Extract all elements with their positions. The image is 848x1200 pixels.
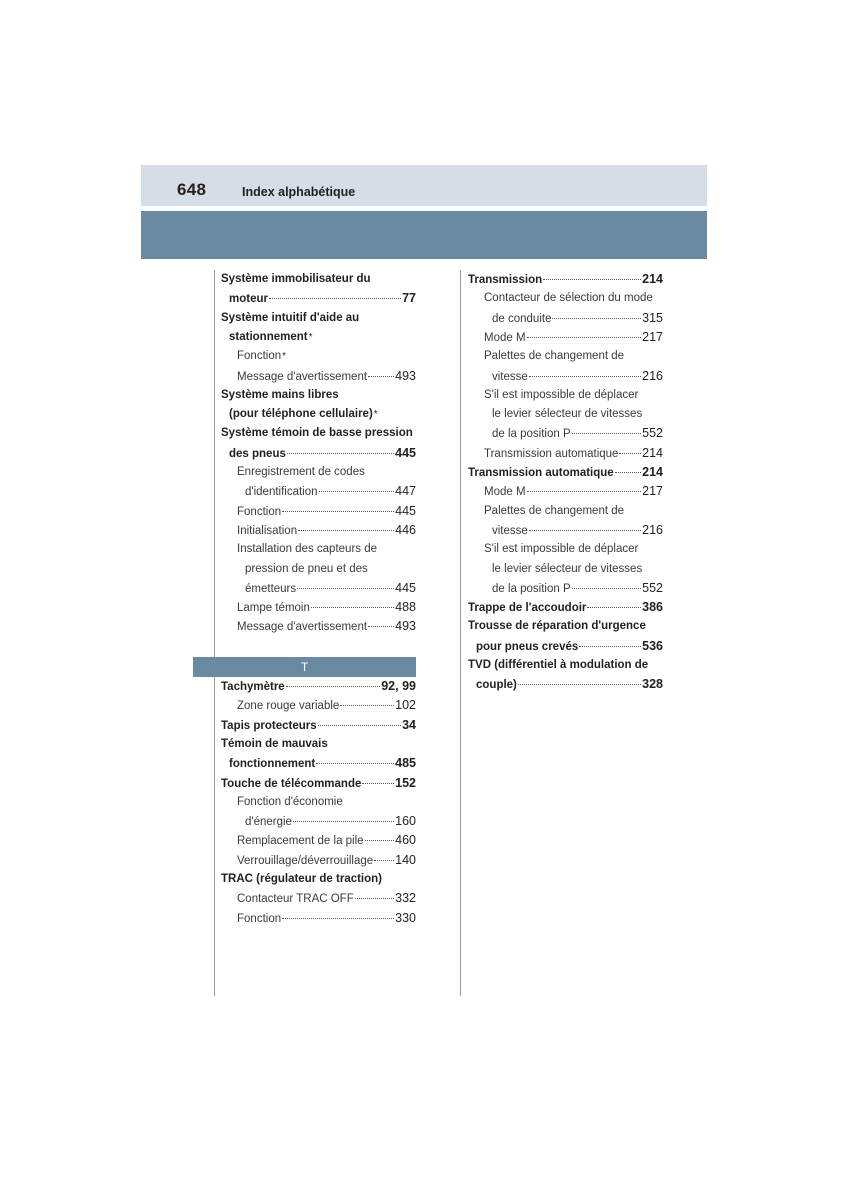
index-entry-page: 485 bbox=[395, 756, 416, 771]
index-entry-page: 77 bbox=[402, 291, 416, 306]
index-entry-text: Système mains libres bbox=[221, 388, 339, 401]
index-entry bbox=[237, 617, 416, 636]
index-entry-page: 315 bbox=[642, 310, 663, 325]
index-entry-text: d'énergie bbox=[245, 816, 292, 829]
index-entry-text: Mode M bbox=[484, 331, 526, 344]
index-entry bbox=[237, 909, 416, 928]
index-entry-text: Fonction bbox=[237, 912, 282, 925]
index-entry bbox=[221, 424, 413, 443]
index-entry-text: Système immobilisateur du bbox=[221, 273, 371, 285]
index-entry-page: 493 bbox=[395, 619, 416, 634]
index-entry bbox=[492, 367, 663, 386]
index-entry-page: 386 bbox=[642, 600, 663, 615]
dot-leader bbox=[374, 860, 394, 861]
index-entry bbox=[221, 774, 416, 793]
dot-leader bbox=[282, 511, 394, 512]
index-entry bbox=[468, 598, 663, 617]
index-entry-text: (pour téléphone cellulaire) bbox=[229, 408, 373, 421]
index-entry: stationnement * bbox=[229, 328, 313, 347]
index-entry bbox=[221, 870, 382, 889]
index-entry-page: 216 bbox=[642, 368, 663, 383]
index-entry-text: Verrouillage/déverrouillage bbox=[237, 854, 374, 867]
letter-section-header: T bbox=[193, 657, 416, 677]
index-entry bbox=[484, 386, 638, 405]
index-entry-page: 445 bbox=[395, 503, 416, 518]
index-entry-text: Remplacement de la pile bbox=[237, 835, 364, 848]
index-entry bbox=[237, 793, 343, 812]
index-entry bbox=[221, 386, 339, 405]
right-column-rule bbox=[460, 270, 461, 996]
index-entry-page: 332 bbox=[395, 891, 416, 906]
index-entry-text: TVD (différentiel à modulation de bbox=[468, 659, 649, 671]
index-entry-page: 34 bbox=[402, 717, 416, 732]
index-entry-text: Zone rouge variable bbox=[237, 700, 340, 713]
dot-leader bbox=[368, 626, 394, 627]
index-entry-text: pression de pneu et des bbox=[245, 562, 368, 575]
index-entry-text: S'il est impossible de déplacer bbox=[484, 388, 639, 401]
index-entry-page: 488 bbox=[395, 600, 416, 615]
index-entry-text: Message d'avertissement bbox=[237, 621, 368, 634]
index-entry bbox=[468, 463, 663, 482]
index-entry-page: 214 bbox=[642, 445, 663, 460]
dot-leader bbox=[311, 607, 394, 608]
index-entry-text: Fonction bbox=[237, 505, 282, 518]
index-entry-page: 446 bbox=[395, 522, 416, 537]
index-entry-page: 152 bbox=[395, 775, 416, 790]
dot-leader bbox=[552, 318, 641, 319]
index-entry bbox=[245, 482, 416, 501]
index-entry bbox=[229, 444, 416, 463]
index-entry-text: de conduite bbox=[492, 312, 552, 325]
dot-leader bbox=[318, 725, 401, 726]
dot-leader bbox=[282, 918, 394, 919]
dot-leader bbox=[543, 279, 641, 280]
index-entry bbox=[492, 424, 663, 443]
index-entry-text: Fonction d'économie bbox=[237, 795, 343, 808]
index-entry-page: 92, 99 bbox=[381, 679, 416, 693]
dot-leader bbox=[316, 763, 394, 764]
dot-leader bbox=[587, 607, 641, 608]
index-entry-page: 447 bbox=[395, 484, 416, 499]
index-entry-text: Contacteur TRAC OFF bbox=[237, 893, 354, 906]
index-entry-page: 216 bbox=[642, 522, 663, 537]
index-entry-text: S'il est impossible de déplacer bbox=[484, 543, 639, 556]
index-entry-text: Mode M bbox=[484, 486, 526, 499]
index-entry bbox=[237, 831, 416, 850]
index-entry-text: Tapis protecteurs bbox=[221, 719, 317, 732]
index-entry-text: Témoin de mauvais bbox=[221, 737, 328, 750]
index-entry-text: Transmission automatique bbox=[468, 467, 614, 479]
index-entry bbox=[237, 367, 416, 386]
index-entry-page: 102 bbox=[395, 698, 416, 713]
index-entry bbox=[492, 521, 663, 540]
index-entry: (pour téléphone cellulaire) * bbox=[229, 405, 378, 424]
dot-leader bbox=[529, 530, 641, 531]
index-entry-page: 160 bbox=[395, 814, 416, 829]
index-entry-page: 217 bbox=[642, 484, 663, 499]
index-entry bbox=[237, 598, 416, 617]
index-entry bbox=[476, 675, 663, 694]
index-entry bbox=[237, 889, 416, 908]
index-entry-text: TRAC (régulateur de traction) bbox=[221, 873, 383, 885]
index-entry bbox=[468, 270, 663, 289]
index-entry-page: 552 bbox=[642, 426, 663, 441]
dot-leader bbox=[293, 821, 394, 822]
index-entry-text: Système témoin de basse pression bbox=[221, 427, 413, 440]
dot-leader bbox=[579, 646, 641, 647]
dot-leader bbox=[286, 686, 381, 687]
index-entry-page: 217 bbox=[642, 329, 663, 344]
index-entry-text: de la position P bbox=[492, 582, 571, 595]
index-entry-page: 140 bbox=[395, 852, 416, 867]
dot-leader bbox=[355, 898, 394, 899]
page-number: 648 bbox=[177, 180, 207, 199]
index-entry-text: Système intuitif d'aide au bbox=[221, 311, 360, 324]
index-entry-text: le levier sélecteur de vitesses bbox=[492, 562, 643, 575]
index-entry-text: Lampe témoin bbox=[237, 602, 310, 615]
dot-leader bbox=[297, 588, 394, 589]
index-entry-text: fonctionnement bbox=[229, 758, 316, 771]
index-entry bbox=[237, 851, 416, 870]
dot-leader bbox=[362, 783, 394, 784]
index-entry bbox=[229, 754, 416, 773]
index-entry bbox=[492, 579, 663, 598]
dot-leader bbox=[529, 376, 641, 377]
index-entry-text: Transmission bbox=[468, 274, 543, 286]
index-entry bbox=[484, 502, 624, 521]
index-entry bbox=[484, 540, 638, 559]
index-entry-text: Message d'avertissement bbox=[237, 370, 368, 383]
index-entry-text: Tachymètre bbox=[221, 681, 285, 693]
index-entry bbox=[221, 309, 359, 328]
index-entry bbox=[245, 560, 368, 579]
dot-leader bbox=[527, 337, 642, 338]
dot-leader bbox=[269, 298, 401, 299]
index-entry bbox=[468, 656, 648, 675]
dot-leader bbox=[518, 684, 641, 685]
index-entry-text: Initialisation bbox=[237, 524, 298, 537]
index-entry bbox=[221, 270, 371, 289]
index-entry-text: de la position P bbox=[492, 428, 571, 441]
index-entry bbox=[484, 482, 663, 501]
index-entry-text: Palettes de changement de bbox=[484, 504, 625, 517]
index-entry-page: 445 bbox=[395, 445, 416, 460]
title-bar bbox=[141, 211, 707, 259]
index-entry-text: le levier sélecteur de vitesses bbox=[492, 408, 643, 421]
index-entry bbox=[484, 444, 663, 463]
index-entry bbox=[484, 328, 663, 347]
index-entry-text: Contacteur de sélection du mode bbox=[484, 292, 653, 305]
index-entry-text: Trappe de l'accoudoir bbox=[468, 602, 587, 615]
section-title: Index alphabétique bbox=[242, 185, 356, 199]
dot-leader bbox=[298, 530, 394, 531]
index-entry bbox=[221, 716, 416, 735]
index-entry bbox=[237, 521, 416, 540]
dot-leader bbox=[340, 705, 394, 706]
index-entry bbox=[237, 502, 416, 521]
index-entry-text: stationnement bbox=[229, 330, 308, 343]
index-entry-text: vitesse bbox=[492, 524, 528, 537]
dot-leader bbox=[287, 453, 394, 454]
index-entry-text: Fonction bbox=[237, 350, 282, 363]
dot-leader bbox=[527, 491, 642, 492]
index-entry-page: 445 bbox=[395, 580, 416, 595]
dot-leader bbox=[572, 433, 642, 434]
index-entry-page: 536 bbox=[642, 638, 663, 653]
index-entry-page: 552 bbox=[642, 580, 663, 595]
index-entry bbox=[468, 617, 646, 636]
index-entry-text: Palettes de changement de bbox=[484, 350, 625, 363]
dot-leader bbox=[319, 491, 395, 492]
index-entry bbox=[237, 540, 377, 559]
index-entry bbox=[484, 289, 653, 308]
dot-leader bbox=[619, 453, 641, 454]
index-entry bbox=[476, 637, 663, 656]
index-entry-page: 493 bbox=[395, 368, 416, 383]
index-entry-text: pour pneus crevés bbox=[476, 640, 579, 653]
index-entry-text: Installation des capteurs de bbox=[237, 543, 378, 556]
index-entry-text: émetteurs bbox=[245, 582, 297, 595]
index-entry bbox=[245, 812, 416, 831]
index-entry bbox=[237, 696, 416, 715]
index-entry bbox=[245, 579, 416, 598]
index-entry bbox=[492, 405, 642, 424]
dot-leader bbox=[365, 840, 395, 841]
index-entry-page: 330 bbox=[395, 910, 416, 925]
index-entry-page: 460 bbox=[395, 833, 416, 848]
index-entry bbox=[484, 347, 624, 366]
index-entry-text: d'identification bbox=[245, 486, 318, 499]
index-entry bbox=[237, 463, 365, 482]
index-entry bbox=[492, 309, 663, 328]
index-entry bbox=[229, 289, 416, 308]
index-entry-text: Transmission automatique bbox=[484, 447, 619, 460]
dot-leader bbox=[368, 376, 394, 377]
index-entry-page: 214 bbox=[642, 272, 663, 286]
index-entry-text: vitesse bbox=[492, 370, 528, 383]
index-entry-text: Enregistrement de codes bbox=[237, 466, 365, 478]
index-entry-text: Trousse de réparation d'urgence bbox=[468, 620, 646, 633]
index-entry-text: moteur bbox=[229, 293, 268, 306]
index-entry bbox=[492, 560, 642, 579]
index-entry-page: 214 bbox=[642, 465, 663, 479]
index-entry bbox=[221, 735, 328, 754]
index-entry: Fonction * bbox=[237, 347, 286, 366]
header-band bbox=[141, 165, 707, 206]
index-entry bbox=[221, 677, 416, 696]
dot-leader bbox=[615, 472, 641, 473]
index-entry-page: 328 bbox=[642, 677, 663, 692]
index-entry-text: des pneus bbox=[229, 447, 286, 460]
index-entry-text: Touche de télécommande bbox=[221, 777, 362, 790]
dot-leader bbox=[572, 588, 642, 589]
left-column-rule bbox=[214, 270, 215, 996]
index-entry-text: couple) bbox=[476, 679, 517, 692]
